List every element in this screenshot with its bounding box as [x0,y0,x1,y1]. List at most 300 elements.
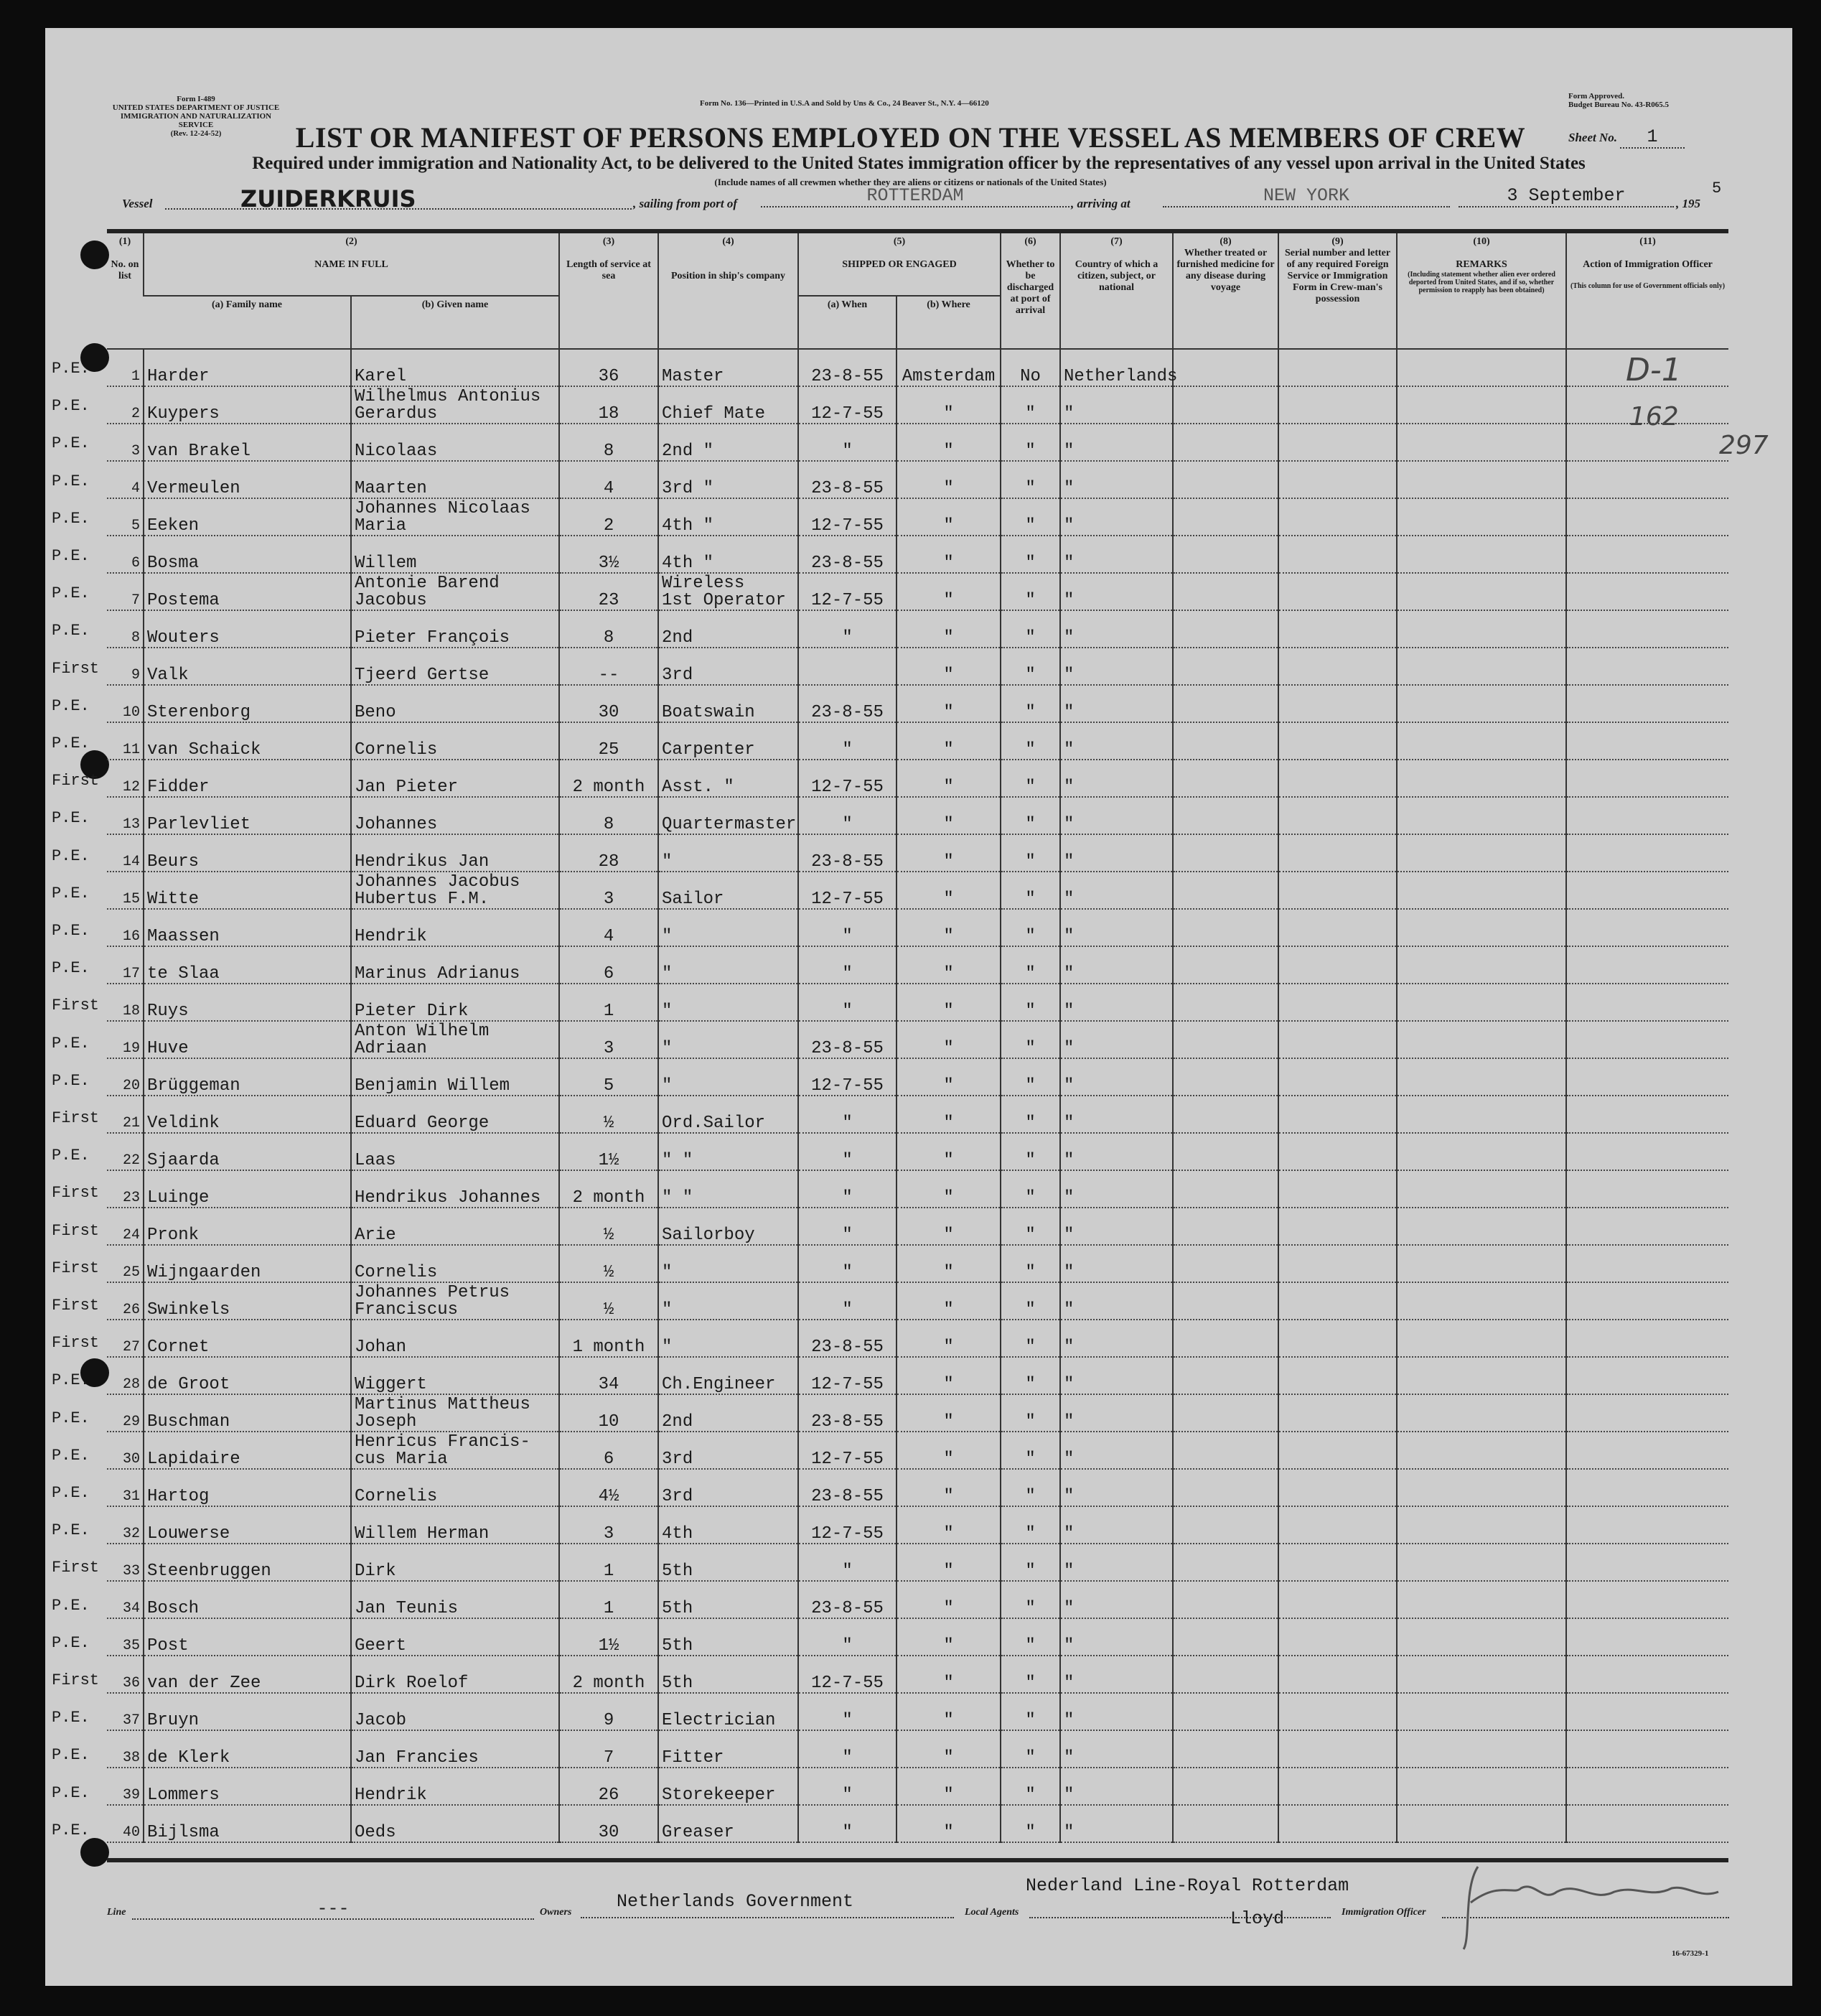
length-of-service: 6 [559,1432,658,1469]
row-number: 32 [107,1506,144,1544]
family-name: Eeken [144,498,351,536]
crew-row [107,760,1728,797]
row-status: P.E. [52,397,90,416]
discharged: " [1001,573,1060,610]
country: " [1060,1357,1173,1394]
shipped-when: " [798,1544,897,1581]
country: " [1060,946,1173,984]
given-name: Jacob [351,1693,559,1730]
given-name: Pieter Dirk [351,984,559,1021]
owners-label: Owners [540,1907,572,1918]
row-number: 24 [107,1208,144,1245]
empty-cell [1397,1394,1566,1432]
empty-cell [1173,1693,1278,1730]
empty-cell [1397,1432,1566,1469]
empty-cell [1173,1096,1278,1133]
family-name: Buschman [144,1394,351,1432]
empty-cell [1278,1058,1397,1096]
length-of-service: ½ [559,1245,658,1282]
empty-cell [1278,1096,1397,1133]
given-name: Oeds [351,1805,559,1842]
subtitle: Required under immigration and Nationality Act, to be delivered to the United States immigration officer by the representatives of any vessel upon arrival in the United States [252,154,1586,173]
country: " [1060,1730,1173,1768]
country: " [1060,760,1173,797]
position: 4th " [658,536,798,573]
sailing-label: , sailing from port of [633,197,737,210]
crew-row [107,1096,1728,1133]
empty-cell [1566,1058,1728,1096]
department: UNITED STATES DEPARTMENT OF JUSTICE [112,103,280,112]
country: " [1060,1282,1173,1320]
shipped-when: 23-8-55 [798,1394,897,1432]
position: " [658,1058,798,1096]
length-of-service: 1 [559,1581,658,1618]
shipped-when: 12-7-55 [798,872,897,909]
length-of-service: ½ [559,1208,658,1245]
shipped-where: " [897,1805,1001,1842]
empty-cell [1278,349,1397,386]
given-name: Antonie Barend Jacobus [351,573,559,610]
service: IMMIGRATION AND NATURALIZATION SERVICE [120,112,272,129]
discharged: " [1001,1469,1060,1506]
position: 2nd [658,1394,798,1432]
row-number: 21 [107,1096,144,1133]
empty-cell [1397,1320,1566,1357]
empty-cell [1173,349,1278,386]
form-approval [1568,92,1669,109]
shipped-where: " [897,424,1001,461]
empty-cell [1566,1245,1728,1282]
empty-cell [1397,1133,1566,1170]
family-name: Vermeulen [144,461,351,498]
given-name: Jan Francies [351,1730,559,1768]
shipped-when: 12-7-55 [798,1357,897,1394]
shipped-where: " [897,461,1001,498]
position: Ch.Engineer [658,1357,798,1394]
shipped-where: " [897,1730,1001,1768]
row-number: 26 [107,1282,144,1320]
empty-cell [1566,1282,1728,1320]
header-no: (1) No. on list [111,236,139,281]
row-number: 6 [107,536,144,573]
position: 3rd [658,1469,798,1506]
length-of-service: 1 [559,984,658,1021]
shipped-when: " [798,722,897,760]
family-name: Huve [144,1021,351,1058]
row-number: 17 [107,946,144,984]
empty-cell [1173,760,1278,797]
empty-cell [1278,909,1397,946]
country: " [1060,1693,1173,1730]
empty-cell [1173,834,1278,872]
crew-row [107,610,1728,648]
empty-cell [1173,685,1278,722]
country: " [1060,984,1173,1021]
position: " [658,984,798,1021]
empty-cell [1397,536,1566,573]
empty-cell [1278,1320,1397,1357]
row-status: First [52,1297,100,1315]
empty-cell [1278,648,1397,685]
shipped-when: " [798,1618,897,1656]
shipped-where: " [897,610,1001,648]
position: 5th [658,1618,798,1656]
row-number: 16 [107,909,144,946]
given-name: Johan [351,1320,559,1357]
position: 3rd [658,1432,798,1469]
crew-row [107,1656,1728,1693]
row-status: P.E. [52,584,90,603]
empty-cell [1278,461,1397,498]
empty-cell [1566,685,1728,722]
crew-row [107,536,1728,573]
row-number: 19 [107,1021,144,1058]
length-of-service: 25 [559,722,658,760]
row-number: 7 [107,573,144,610]
empty-cell [1566,872,1728,909]
empty-cell [1173,1432,1278,1469]
length-of-service: 7 [559,1730,658,1768]
row-number: 13 [107,797,144,834]
family-name: Lommers [144,1768,351,1805]
empty-cell [1397,1730,1566,1768]
given-name: Arie [351,1208,559,1245]
header-action: (11) Action of Immigration Officer (This column for use of Government officials only) [1566,231,1728,349]
empty-cell [1566,1618,1728,1656]
empty-cell [1397,648,1566,685]
family-name: Parlevliet [144,797,351,834]
position: Chief Mate [658,386,798,424]
shipped-where: " [897,1581,1001,1618]
row-status: P.E. [52,1147,90,1165]
discharged: " [1001,1320,1060,1357]
header-position: (4) Position in ship's company [658,231,798,349]
row-number: 14 [107,834,144,872]
empty-cell [1566,1432,1728,1469]
row-number: 2 [107,386,144,424]
empty-cell [1397,1506,1566,1544]
shipped-when: 12-7-55 [798,386,897,424]
shipped-when: 12-7-55 [798,498,897,536]
country: " [1060,1805,1173,1842]
punch-hole [80,241,109,269]
empty-cell [1278,1581,1397,1618]
discharged: " [1001,1805,1060,1842]
empty-cell [1397,349,1566,386]
position: " [658,1282,798,1320]
discharged: " [1001,722,1060,760]
line-value: --- [132,1898,534,1920]
shipped-when: 12-7-55 [798,760,897,797]
empty-cell [1173,1544,1278,1581]
family-name: Fidder [144,760,351,797]
given-name: Pieter François [351,610,559,648]
given-name: Cornelis [351,1469,559,1506]
country: " [1060,685,1173,722]
position: " [658,1021,798,1058]
length-of-service: 3 [559,872,658,909]
position: 5th [658,1544,798,1581]
position: Ord.Sailor [658,1096,798,1133]
position: 4th " [658,498,798,536]
empty-cell [1278,797,1397,834]
given-name: Nicolaas [351,424,559,461]
page-title: LIST OR MANIFEST OF PERSONS EMPLOYED ON THE VESSEL AS MEMBERS OF CREW [295,121,1526,154]
header-length: (3) Length of service at sea [559,231,658,349]
family-name: Veldink [144,1096,351,1133]
empty-cell [1566,1768,1728,1805]
family-name: van Schaick [144,722,351,760]
family-name: Hartog [144,1469,351,1506]
shipped-when: 23-8-55 [798,349,897,386]
row-number: 4 [107,461,144,498]
empty-cell [1566,797,1728,834]
given-name: Cornelis [351,722,559,760]
footer [107,1875,1729,1960]
row-status: P.E. [52,1596,90,1615]
crew-row [107,685,1728,722]
empty-cell [1278,760,1397,797]
empty-cell [1173,1058,1278,1096]
shipped-when: " [798,1096,897,1133]
row-number: 40 [107,1805,144,1842]
shipped-when: " [798,1282,897,1320]
shipped-when: 23-8-55 [798,1320,897,1357]
shipped-when: 23-8-55 [798,834,897,872]
crew-row [107,1730,1728,1768]
family-name: Cornet [144,1320,351,1357]
crew-row [107,1768,1728,1805]
position: 3rd " [658,461,798,498]
row-number: 29 [107,1394,144,1432]
shipped-where: " [897,1282,1001,1320]
empty-cell [1173,573,1278,610]
country: " [1060,498,1173,536]
position: Asst. " [658,760,798,797]
shipped-where: " [897,1133,1001,1170]
position: " " [658,1133,798,1170]
empty-cell [1173,1768,1278,1805]
crew-row [107,461,1728,498]
row-status: P.E. [52,1484,90,1502]
row-status: P.E. [52,846,90,865]
family-name: van Brakel [144,424,351,461]
row-number: 38 [107,1730,144,1768]
discharged: " [1001,1693,1060,1730]
shipped-where: " [897,834,1001,872]
discharged: " [1001,1432,1060,1469]
empty-cell [1397,946,1566,984]
empty-cell [1566,1096,1728,1133]
header-country: (7) Country of which a citizen, subject, or national [1060,231,1173,349]
arrival-port: NEW YORK [1163,185,1450,207]
empty-cell [1397,872,1566,909]
country: " [1060,797,1173,834]
length-of-service: 1½ [559,1618,658,1656]
row-number: 1 [107,349,144,386]
length-of-service: 34 [559,1357,658,1394]
shipped-when: " [798,1245,897,1282]
empty-cell [1397,1096,1566,1133]
position: Electrician [658,1693,798,1730]
empty-cell [1566,1730,1728,1768]
shipped-where: " [897,1432,1001,1469]
crew-row [107,424,1728,461]
shipped-where: " [897,1469,1001,1506]
discharged: " [1001,1581,1060,1618]
crew-row [107,1581,1728,1618]
position: 2nd " [658,424,798,461]
family-name: Post [144,1618,351,1656]
empty-cell [1397,1656,1566,1693]
discharged: " [1001,984,1060,1021]
empty-cell [1566,1133,1728,1170]
row-number: 36 [107,1656,144,1693]
row-status: P.E. [52,434,90,453]
country: " [1060,1021,1173,1058]
header-when: (a) When [798,296,897,349]
shipped-when: " [798,1693,897,1730]
family-name: Valk [144,648,351,685]
line-label: Line [107,1907,126,1918]
family-name: Ruys [144,984,351,1021]
crew-row [107,1432,1728,1469]
empty-cell [1173,1618,1278,1656]
empty-cell [1173,1133,1278,1170]
empty-cell [1173,1208,1278,1245]
position: Fitter [658,1730,798,1768]
empty-cell [1397,1544,1566,1581]
form-code: 16-67329-1 [1672,1949,1709,1958]
empty-cell [1173,872,1278,909]
shipped-when: 12-7-55 [798,573,897,610]
position: " " [658,1170,798,1208]
crew-row [107,1282,1728,1320]
punch-hole [80,1838,109,1867]
crew-row [107,1170,1728,1208]
country: " [1060,536,1173,573]
row-status: P.E. [52,509,90,528]
country: " [1060,1581,1173,1618]
empty-cell [1397,685,1566,722]
row-status: First [52,659,100,678]
country: " [1060,1245,1173,1282]
row-status: First [52,1671,100,1689]
empty-cell [1397,909,1566,946]
row-status: P.E. [52,360,90,378]
row-status: P.E. [52,734,90,752]
row-number: 20 [107,1058,144,1096]
empty-cell [1278,1544,1397,1581]
length-of-service: 5 [559,1058,658,1096]
position: 4th [658,1506,798,1544]
position: 5th [658,1581,798,1618]
empty-cell [1397,1170,1566,1208]
empty-cell [1566,1469,1728,1506]
discharged: " [1001,386,1060,424]
empty-cell [1397,1282,1566,1320]
empty-cell [1566,722,1728,760]
empty-cell [1566,1320,1728,1357]
empty-cell [1173,610,1278,648]
length-of-service: 36 [559,349,658,386]
empty-cell [1173,797,1278,834]
family-name: Louwerse [144,1506,351,1544]
empty-cell [1397,1469,1566,1506]
country: " [1060,648,1173,685]
crew-row [107,1245,1728,1282]
country: " [1060,909,1173,946]
country: " [1060,610,1173,648]
position: Sailorboy [658,1208,798,1245]
shipped-when: " [798,1170,897,1208]
crew-row [107,946,1728,984]
empty-cell [1397,797,1566,834]
discharged: " [1001,1208,1060,1245]
country: " [1060,1618,1173,1656]
given-name: Johannes Jacobus Hubertus F.M. [351,872,559,909]
length-of-service: 1 month [559,1320,658,1357]
position: Master [658,349,798,386]
empty-cell [1397,1581,1566,1618]
position: Carpenter [658,722,798,760]
shipped-when: 12-7-55 [798,1058,897,1096]
crew-row [107,1133,1728,1170]
shipped-where: " [897,386,1001,424]
officer-label: Immigration Officer [1342,1907,1426,1918]
year-digit: 5 [1712,179,1722,197]
family-name: Beurs [144,834,351,872]
length-of-service: 26 [559,1768,658,1805]
length-of-service: ½ [559,1096,658,1133]
discharged: " [1001,424,1060,461]
empty-cell [1173,946,1278,984]
position: Greaser [658,1805,798,1842]
empty-cell [1278,1693,1397,1730]
header-shipped: (5) SHIPPED OR ENGAGED [798,231,1001,296]
empty-cell [1397,722,1566,760]
empty-cell [1278,573,1397,610]
family-name: Brüggeman [144,1058,351,1096]
given-name: Willem [351,536,559,573]
shipped-where: " [897,909,1001,946]
empty-cell [1397,1357,1566,1394]
discharged: " [1001,1021,1060,1058]
empty-cell [1278,610,1397,648]
shipped-when: " [798,1208,897,1245]
empty-cell [1173,1282,1278,1320]
row-status: First [52,1334,100,1353]
header-family-name: (a) Family name [144,296,351,349]
row-status: First [52,1109,100,1127]
shipped-where: " [897,1021,1001,1058]
arriving-label: , arriving at [1071,197,1130,210]
row-status: P.E. [52,1446,90,1465]
length-of-service: 2 [559,498,658,536]
shipped-when: 23-8-55 [798,536,897,573]
discharged: " [1001,946,1060,984]
family-name: Bijlsma [144,1805,351,1842]
length-of-service: 2 month [559,1170,658,1208]
family-name: Witte [144,872,351,909]
empty-cell [1278,1618,1397,1656]
given-name: Willem Herman [351,1506,559,1544]
given-name: Hendrikus Johannes [351,1170,559,1208]
shipped-where: " [897,984,1001,1021]
empty-cell [1566,461,1728,498]
empty-cell [1566,1581,1728,1618]
position: " [658,909,798,946]
